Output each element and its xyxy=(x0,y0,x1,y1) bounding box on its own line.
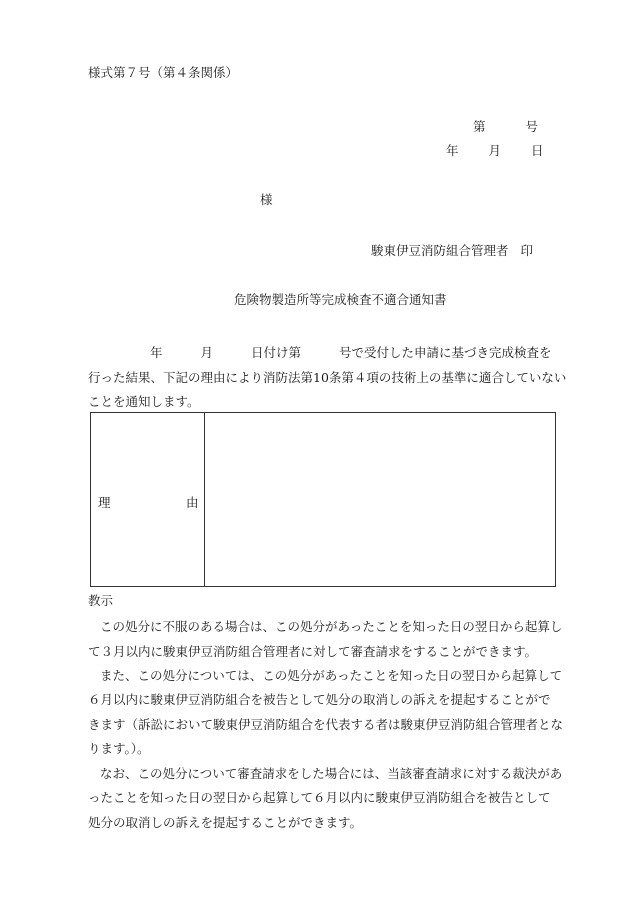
document-title: 危険物製造所等完成検査不適合通知書 xyxy=(234,292,447,307)
number-suffix: 号 xyxy=(525,119,539,134)
form-number-label: 様式第７号（第４条関係） xyxy=(88,65,239,80)
issue-date-line xyxy=(446,145,544,158)
instruction-p2-line-1: また、この処分については、この処分があったことを知った日の翌日から起算して xyxy=(100,668,563,683)
intro-year-label: 年 xyxy=(150,345,163,360)
reason-label-cell xyxy=(91,413,205,586)
instruction-p1-line-2: て３月以内に駿東伊豆消防組合管理者に対して審査請求をすることができます。 xyxy=(88,644,538,659)
instruction-p3-line-1: なお、この処分について審査請求をした場合には、当該審査請求に対する裁決があ xyxy=(100,766,563,781)
issuer-seal: 印 xyxy=(520,243,534,258)
addressee-honorific: 様 xyxy=(260,192,273,207)
intro-line-2: 行った結果、下記の理由により消防法第10条第４項の技術上の基準に適合していない xyxy=(88,370,567,385)
intro-month-label: 月 xyxy=(200,345,214,360)
intro-go-rest: 号で受付した申請に基づき完成検査を xyxy=(339,345,552,360)
number-prefix: 第 xyxy=(473,119,486,134)
instruction-p3-line-2: ったことを知った日の翌日から起算して６月以内に駿東伊豆消防組合を被告として xyxy=(88,790,551,805)
date-day-label: 日 xyxy=(531,143,544,158)
instruction-p3-line-3: 処分の取消しの訴えを提起することができます。 xyxy=(88,815,363,830)
instruction-p2-line-3: きます（訴訟において駿東伊豆消防組合を代表する者は駿東伊豆消防組合管理者とな xyxy=(88,717,564,732)
intro-day-dated: 日付け第 xyxy=(251,345,302,360)
reason-table xyxy=(90,412,556,587)
intro-line-3: ことを通知します。 xyxy=(88,394,200,409)
instruction-p2-line-4: ります。）。 xyxy=(88,741,150,756)
instruction-heading: 教示 xyxy=(88,593,114,608)
reason-content-cell xyxy=(205,413,555,586)
issuer-line xyxy=(371,245,533,258)
instruction-p2-line-2: ６月以内に駿東伊豆消防組合を被告として処分の取消しの訴えを提起することがで xyxy=(88,692,551,707)
intro-line-1 xyxy=(88,347,552,360)
document-number-line xyxy=(473,121,538,134)
issuer-name: 駿東伊豆消防組合管理者 xyxy=(371,243,509,258)
reason-label-char-1: 理 xyxy=(98,495,111,510)
reason-label-char-2: 由 xyxy=(186,495,199,510)
date-year-label: 年 xyxy=(446,143,459,158)
instruction-p1-line-1: この処分に不服のある場合は、この処分があったことを知った日の翌日から起算し xyxy=(100,619,563,634)
date-month-label: 月 xyxy=(488,143,502,158)
